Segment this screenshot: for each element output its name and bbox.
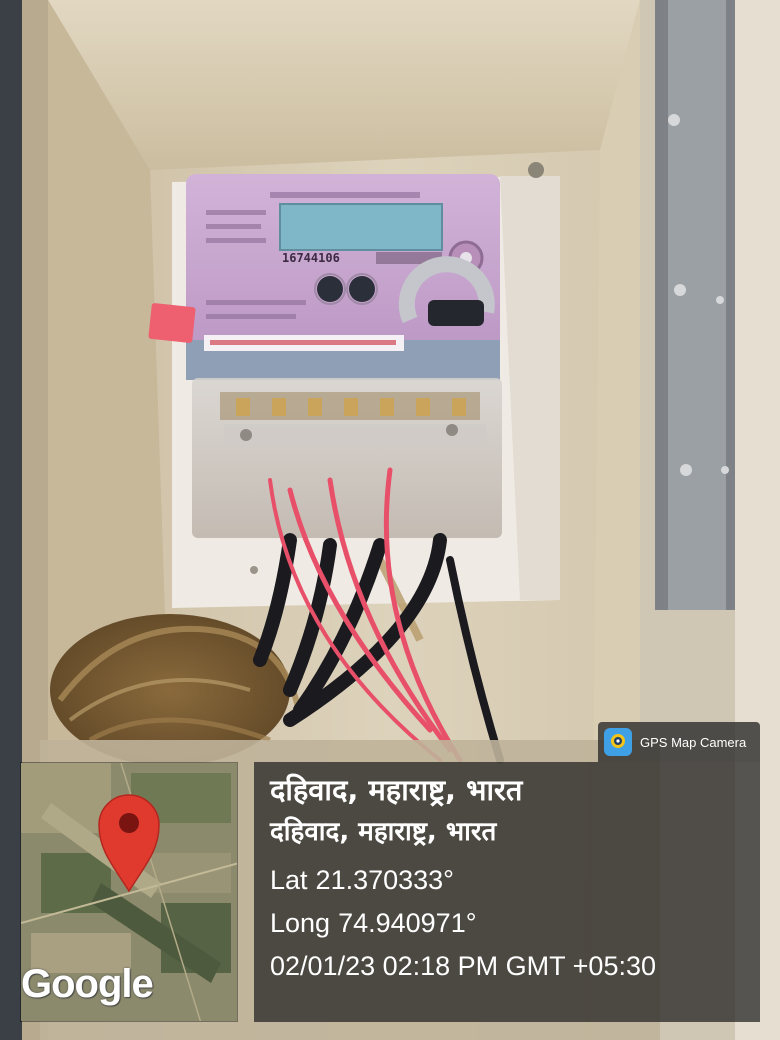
address-line-2: दहिवाद, महाराष्ट्र, भारत bbox=[270, 817, 497, 847]
longitude-value: 74.940971° bbox=[338, 908, 477, 938]
gps-camera-icon bbox=[604, 728, 632, 756]
map-brand-logo: Google bbox=[21, 962, 153, 1006]
address-line-1: दहिवाद, महाराष्ट्र, भारत bbox=[270, 773, 523, 807]
meter-button-left bbox=[317, 276, 343, 302]
gps-app-name: GPS Map Camera bbox=[640, 734, 747, 750]
location-info-panel bbox=[254, 762, 760, 1022]
seal-tag bbox=[148, 303, 196, 343]
map-thumbnail bbox=[20, 762, 238, 1022]
latitude-label: Lat bbox=[270, 865, 308, 895]
latitude-value: 21.370333° bbox=[315, 865, 454, 895]
longitude-label: Long bbox=[270, 908, 331, 938]
gps-app-badge bbox=[598, 722, 760, 762]
meter-button-right bbox=[349, 276, 375, 302]
timestamp: 02/01/23 02:18 PM GMT +05:30 bbox=[270, 951, 657, 981]
latitude-row bbox=[270, 867, 746, 894]
lcd-display bbox=[280, 204, 442, 250]
energy-meter bbox=[148, 174, 502, 538]
meter-serial-number: 16744106 bbox=[282, 251, 340, 265]
longitude-row bbox=[270, 910, 746, 937]
